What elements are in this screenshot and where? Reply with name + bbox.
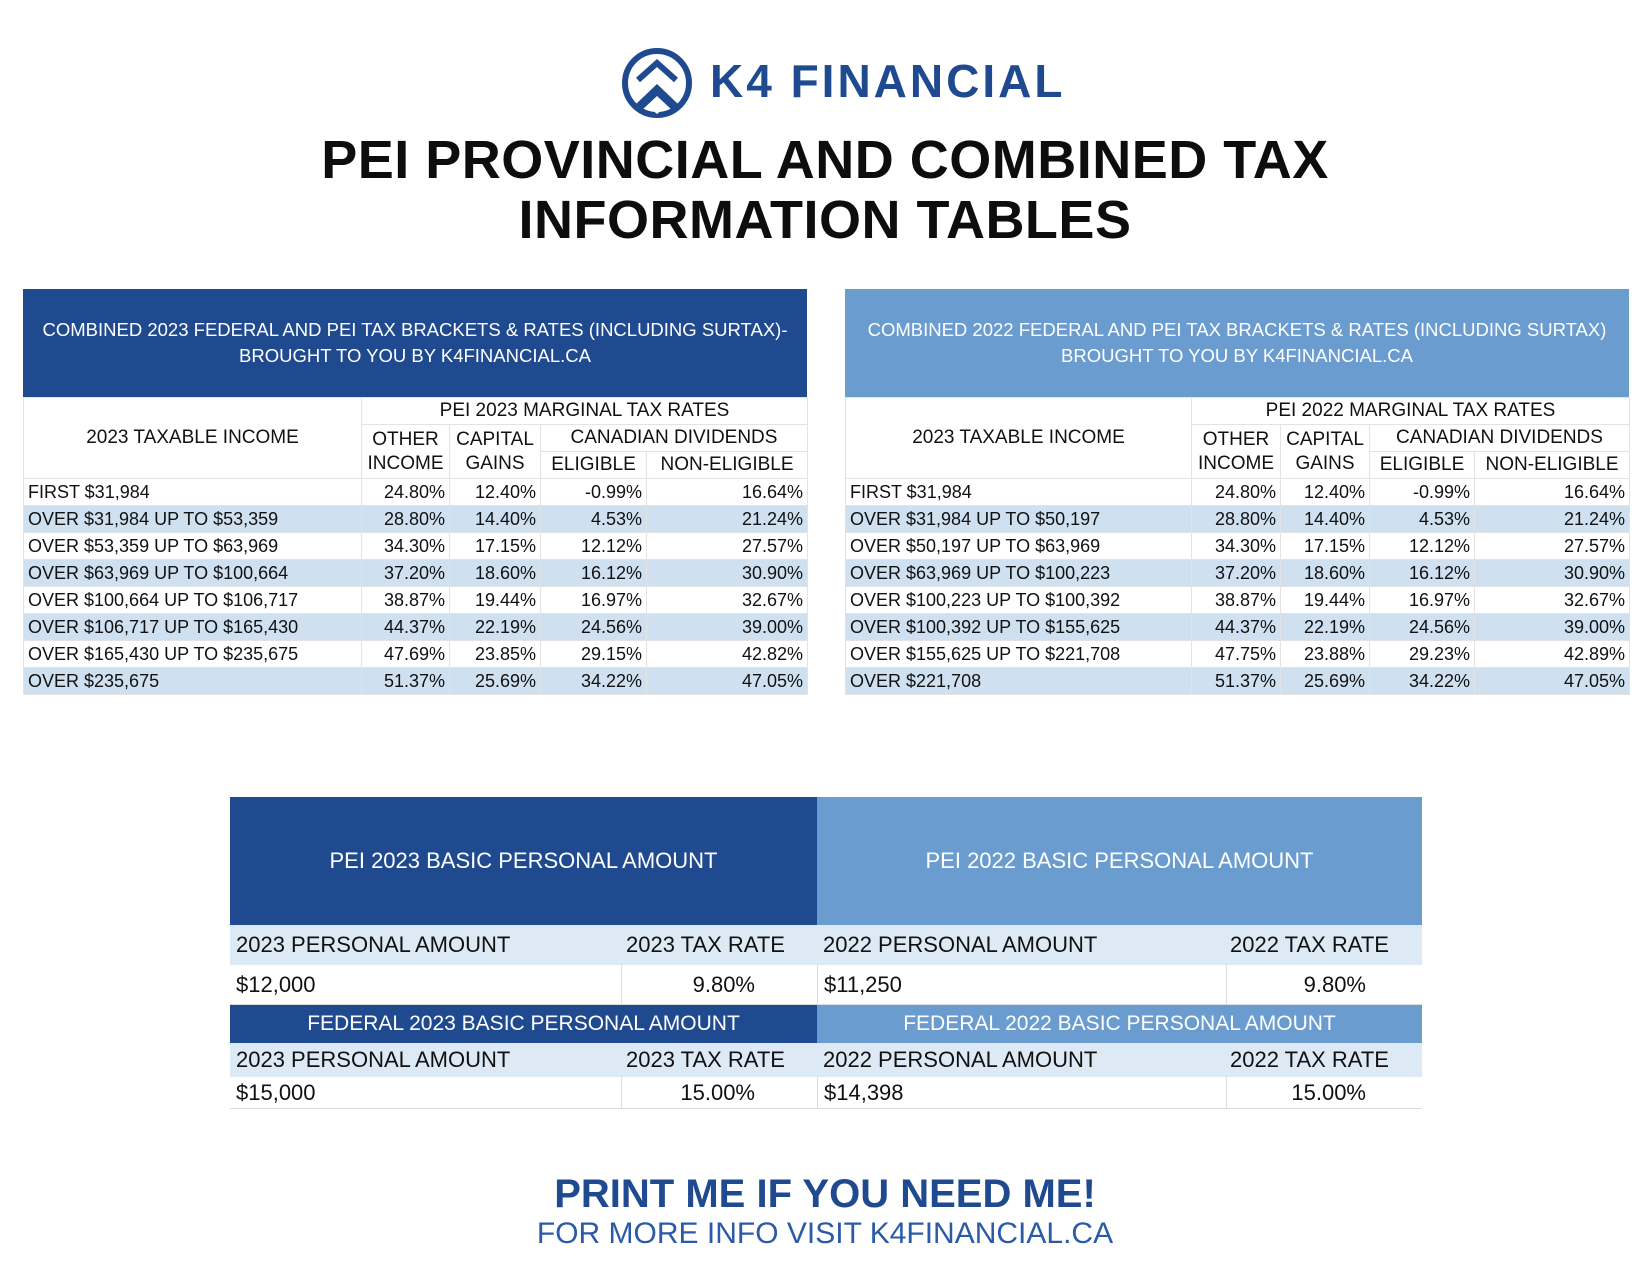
rate-cell: 22.19% bbox=[1281, 614, 1370, 641]
bracket-cell: OVER $31,984 UP TO $53,359 bbox=[24, 506, 362, 533]
rate-cell: 37.20% bbox=[1192, 560, 1281, 587]
fed-values-row bbox=[230, 1077, 1422, 1109]
label-2023-amount: 2023 PERSONAL AMOUNT bbox=[236, 1047, 511, 1072]
rate-cell: 29.23% bbox=[1370, 641, 1475, 668]
rate-cell: 38.87% bbox=[362, 587, 450, 614]
rate-cell: 39.00% bbox=[1475, 614, 1630, 641]
rate-cell: 17.15% bbox=[1281, 533, 1370, 560]
table-row bbox=[24, 533, 808, 560]
fed-2022-title: FEDERAL 2022 BASIC PERSONAL AMOUNT bbox=[817, 1005, 1422, 1043]
rate-cell: 32.67% bbox=[1475, 587, 1630, 614]
pei-values-row bbox=[230, 965, 1422, 1005]
marginal-title: PEI 2023 MARGINAL TAX RATES bbox=[362, 398, 808, 425]
rate-cell: 4.53% bbox=[541, 506, 647, 533]
rate-cell: 19.44% bbox=[1281, 587, 1370, 614]
rate-cell: 34.30% bbox=[1192, 533, 1281, 560]
rate-cell: 4.53% bbox=[1370, 506, 1475, 533]
bracket-table-body bbox=[23, 397, 808, 695]
brand-name: K4 FINANCIAL bbox=[710, 55, 1066, 107]
page-title bbox=[0, 130, 1650, 250]
label-2023-rate: 2023 TAX RATE bbox=[626, 932, 785, 957]
bracket-table-body bbox=[845, 397, 1630, 695]
label-2023-rate: 2023 TAX RATE bbox=[626, 1047, 785, 1072]
rate-cell: 24.56% bbox=[1370, 614, 1475, 641]
rate-cell: 21.24% bbox=[647, 506, 808, 533]
pei-labels-row bbox=[230, 925, 1422, 965]
rate-cell: 16.64% bbox=[1475, 479, 1630, 506]
table-row bbox=[846, 641, 1630, 668]
eligible-header: ELIGIBLE bbox=[1370, 452, 1475, 479]
label-2022-rate: 2022 TAX RATE bbox=[1230, 1047, 1389, 1072]
rate-cell: 38.87% bbox=[1192, 587, 1281, 614]
print-me-callout: PRINT ME IF YOU NEED ME! bbox=[554, 1172, 1096, 1216]
fed-2023-rate: 15.00% bbox=[621, 1077, 817, 1108]
bracket-cell: OVER $155,625 UP TO $221,708 bbox=[846, 641, 1192, 668]
other-income-header bbox=[1192, 425, 1281, 479]
rate-cell: 24.80% bbox=[362, 479, 450, 506]
rate-cell: 12.40% bbox=[1281, 479, 1370, 506]
rate-cell: 16.12% bbox=[541, 560, 647, 587]
header-text: OTHER bbox=[372, 428, 439, 450]
rate-cell: 44.37% bbox=[1192, 614, 1281, 641]
rate-cell: 22.19% bbox=[450, 614, 541, 641]
bracket-cell: OVER $235,675 bbox=[24, 668, 362, 695]
pei-2023-amount: $12,000 bbox=[236, 971, 316, 997]
pei-2022-title: PEI 2022 BASIC PERSONAL AMOUNT bbox=[817, 797, 1422, 925]
bracket-cell: OVER $100,664 UP TO $106,717 bbox=[24, 587, 362, 614]
pei-2023-title: PEI 2023 BASIC PERSONAL AMOUNT bbox=[230, 797, 817, 925]
rate-cell: 34.22% bbox=[541, 668, 647, 695]
header-text: INCOME bbox=[367, 452, 444, 474]
bracket-cell: FIRST $31,984 bbox=[846, 479, 1192, 506]
table-row bbox=[24, 506, 808, 533]
rate-cell: 12.40% bbox=[450, 479, 541, 506]
fed-2022-amount: $14,398 bbox=[817, 1077, 904, 1108]
header-line-2: BROUGHT TO YOU BY K4FINANCIAL.CA bbox=[239, 345, 591, 366]
bracket-cell: OVER $221,708 bbox=[846, 668, 1192, 695]
rate-cell: 29.15% bbox=[541, 641, 647, 668]
rate-cell: 47.69% bbox=[362, 641, 450, 668]
bracket-cell: OVER $100,223 UP TO $100,392 bbox=[846, 587, 1192, 614]
personal-amount-section bbox=[230, 797, 1422, 1109]
rate-cell: 27.57% bbox=[647, 533, 808, 560]
title-line-1: PEI PROVINCIAL AND COMBINED TAX bbox=[321, 130, 1329, 190]
header-line-1: COMBINED 2023 FEDERAL AND PEI TAX BRACKETS & RATES (INCLUDING SURTAX)- bbox=[42, 319, 788, 340]
label-2023-amount: 2023 PERSONAL AMOUNT bbox=[236, 932, 511, 957]
label-2022-amount: 2022 PERSONAL AMOUNT bbox=[823, 932, 1098, 957]
table-row bbox=[846, 668, 1630, 695]
bracket-table-header bbox=[23, 289, 807, 397]
label-2022-amount: 2022 PERSONAL AMOUNT bbox=[823, 1047, 1098, 1072]
header-text: OTHER bbox=[1202, 428, 1270, 450]
rate-cell: 47.05% bbox=[1475, 668, 1630, 695]
rate-cell: 51.37% bbox=[1192, 668, 1281, 695]
rate-cell: 28.80% bbox=[362, 506, 450, 533]
rate-cell: 14.40% bbox=[1281, 506, 1370, 533]
rate-cell: 42.82% bbox=[647, 641, 808, 668]
rate-cell: 16.12% bbox=[1370, 560, 1475, 587]
rate-cell: -0.99% bbox=[1370, 479, 1475, 506]
rate-cell: 25.69% bbox=[450, 668, 541, 695]
rate-cell: 12.12% bbox=[1370, 533, 1475, 560]
non-eligible-header: NON-ELIGIBLE bbox=[647, 452, 808, 479]
capital-gains-header bbox=[450, 425, 541, 479]
rate-cell: 28.80% bbox=[1192, 506, 1281, 533]
rate-cell: 12.12% bbox=[541, 533, 647, 560]
rate-cell: 39.00% bbox=[647, 614, 808, 641]
fed-2022-rate: 15.00% bbox=[1226, 1077, 1422, 1108]
mountain-circle-icon bbox=[620, 46, 694, 120]
rate-cell: 23.85% bbox=[450, 641, 541, 668]
more-info-link[interactable]: FOR MORE INFO VISIT K4FINANCIAL.CA bbox=[536, 1217, 1114, 1250]
income-col-header: 2023 TAXABLE INCOME bbox=[846, 398, 1192, 479]
brand-logo bbox=[620, 46, 1080, 126]
table-row bbox=[24, 560, 808, 587]
rate-cell: 24.80% bbox=[1192, 479, 1281, 506]
rate-cell: 42.89% bbox=[1475, 641, 1630, 668]
fed-labels-row bbox=[230, 1043, 1422, 1077]
rate-cell: -0.99% bbox=[541, 479, 647, 506]
table-row bbox=[846, 560, 1630, 587]
rate-cell: 17.15% bbox=[450, 533, 541, 560]
header-text: INCOME bbox=[1198, 452, 1274, 474]
bracket-cell: OVER $100,392 UP TO $155,625 bbox=[846, 614, 1192, 641]
fed-2023-title: FEDERAL 2023 BASIC PERSONAL AMOUNT bbox=[230, 1005, 817, 1043]
rate-cell: 18.60% bbox=[450, 560, 541, 587]
table-row bbox=[846, 533, 1630, 560]
marginal-title: PEI 2022 MARGINAL TAX RATES bbox=[1192, 398, 1630, 425]
pei-2022-amount: $11,250 bbox=[817, 965, 902, 1004]
bracket-cell: FIRST $31,984 bbox=[24, 479, 362, 506]
rate-cell: 27.57% bbox=[1475, 533, 1630, 560]
bracket-cell: OVER $31,984 UP TO $50,197 bbox=[846, 506, 1192, 533]
pei-2022-rate: 9.80% bbox=[1226, 965, 1422, 1004]
table-row bbox=[846, 614, 1630, 641]
header-text: GAINS bbox=[465, 452, 525, 474]
rate-cell: 16.64% bbox=[647, 479, 808, 506]
table-row bbox=[24, 587, 808, 614]
label-2022-rate: 2022 TAX RATE bbox=[1230, 932, 1389, 957]
table-row bbox=[24, 479, 808, 506]
rate-cell: 47.75% bbox=[1192, 641, 1281, 668]
rate-cell: 37.20% bbox=[362, 560, 450, 587]
rate-cell: 25.69% bbox=[1281, 668, 1370, 695]
rate-cell: 14.40% bbox=[450, 506, 541, 533]
rate-cell: 21.24% bbox=[1475, 506, 1630, 533]
rate-cell: 32.67% bbox=[647, 587, 808, 614]
rate-cell: 24.56% bbox=[541, 614, 647, 641]
header-line-2: BROUGHT TO YOU BY K4FINANCIAL.CA bbox=[1061, 345, 1413, 366]
rate-cell: 18.60% bbox=[1281, 560, 1370, 587]
dividends-header: CANADIAN DIVIDENDS bbox=[541, 425, 808, 452]
non-eligible-header: NON-ELIGIBLE bbox=[1475, 452, 1630, 479]
rate-cell: 30.90% bbox=[1475, 560, 1630, 587]
pei-2023-rate: 9.80% bbox=[621, 965, 817, 1004]
rate-cell: 16.97% bbox=[541, 587, 647, 614]
rate-cell: 34.30% bbox=[362, 533, 450, 560]
other-income-header bbox=[362, 425, 450, 479]
rate-cell: 44.37% bbox=[362, 614, 450, 641]
bracket-cell: OVER $53,359 UP TO $63,969 bbox=[24, 533, 362, 560]
bracket-table-2023 bbox=[23, 289, 807, 695]
bracket-cell: OVER $63,969 UP TO $100,664 bbox=[24, 560, 362, 587]
bracket-table-2022 bbox=[845, 289, 1629, 695]
income-col-header: 2023 TAXABLE INCOME bbox=[24, 398, 362, 479]
rate-cell: 34.22% bbox=[1370, 668, 1475, 695]
bracket-cell: OVER $63,969 UP TO $100,223 bbox=[846, 560, 1192, 587]
bracket-cell: OVER $165,430 UP TO $235,675 bbox=[24, 641, 362, 668]
eligible-header: ELIGIBLE bbox=[541, 452, 647, 479]
rate-cell: 16.97% bbox=[1370, 587, 1475, 614]
header-text: CAPITAL bbox=[1286, 428, 1364, 450]
rate-cell: 23.88% bbox=[1281, 641, 1370, 668]
table-row bbox=[846, 479, 1630, 506]
rate-cell: 47.05% bbox=[647, 668, 808, 695]
table-row bbox=[24, 641, 808, 668]
rate-cell: 30.90% bbox=[647, 560, 808, 587]
capital-gains-header bbox=[1281, 425, 1370, 479]
bracket-cell: OVER $50,197 UP TO $63,969 bbox=[846, 533, 1192, 560]
bracket-cell: OVER $106,717 UP TO $165,430 bbox=[24, 614, 362, 641]
dividends-header: CANADIAN DIVIDENDS bbox=[1370, 425, 1630, 452]
title-line-2: INFORMATION TABLES bbox=[518, 190, 1132, 250]
table-row bbox=[24, 614, 808, 641]
fed-2023-amount: $15,000 bbox=[236, 1079, 316, 1105]
bracket-table-header bbox=[845, 289, 1629, 397]
rate-cell: 51.37% bbox=[362, 668, 450, 695]
header-text: CAPITAL bbox=[456, 428, 534, 450]
rate-cell: 19.44% bbox=[450, 587, 541, 614]
table-row bbox=[846, 587, 1630, 614]
header-line-1: COMBINED 2022 FEDERAL AND PEI TAX BRACKETS & RATES (INCLUDING SURTAX) bbox=[867, 319, 1607, 340]
table-row bbox=[846, 506, 1630, 533]
header-text: GAINS bbox=[1295, 452, 1355, 474]
table-row bbox=[24, 668, 808, 695]
